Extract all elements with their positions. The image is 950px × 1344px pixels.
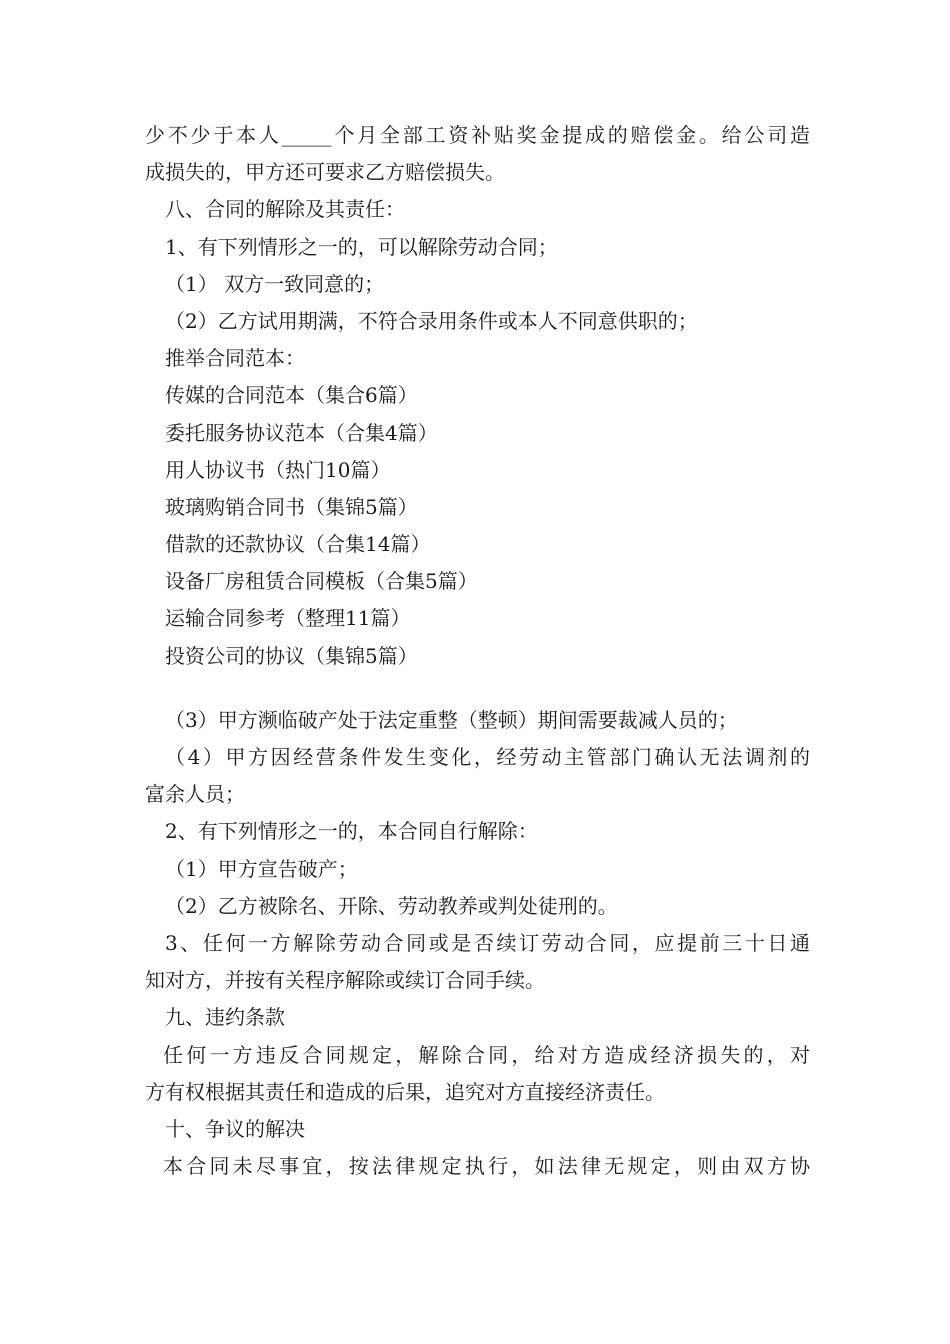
text-line: 用人协议书（热门10篇） (165, 457, 391, 482)
text-line: 投资公司的协议（集锦5篇） (165, 643, 418, 668)
text-line: （1） 双方一致同意的； (165, 271, 385, 296)
text-line: 知对方，并按有关程序解除或续订合同手续。 (145, 968, 545, 993)
text-line: 富余人员； (145, 782, 245, 807)
text-line: 成损失的，甲方还可要求乙方赔偿损失。 (145, 160, 505, 185)
text-line: （4）甲方因经营条件发生变化，经劳动主管部门确认无法调剂的 (165, 745, 810, 769)
text-line: 任何一方违反合同规定，解除合同，给对方造成经济损失的，对 (163, 1042, 810, 1067)
text-line: （2）乙方被除名、开除、劳动教养或判处徒刑的。 (165, 893, 618, 918)
text-line: 推举合同范本： (165, 346, 305, 371)
paragraph-gap (145, 675, 810, 702)
text-line: 本合同未尽事宜，按法律规定执行，如法律无规定，则由双方协 (163, 1154, 810, 1179)
text-line: 3、任何一方解除劳动合同或是否续订劳动合同，应提前三十日通 (165, 930, 810, 955)
text-line: 玻璃购销合同书（集锦5篇） (165, 494, 418, 519)
text-line: 九、违约条款 (165, 1005, 285, 1030)
text-line: 运输合同参考（整理11篇） (165, 606, 411, 631)
text-line: 设备厂房租赁合同模板（合集5篇） (165, 569, 478, 594)
text-line: 借款的还款协议（合集14篇） (165, 532, 431, 557)
text-line: 方有权根据其责任和造成的后果，追究对方直接经济责任。 (145, 1079, 665, 1104)
text-line: 1、有下列情形之一的，可以解除劳动合同； (165, 234, 558, 259)
text-line: 传媒的合同范本（集合6篇） (165, 383, 418, 408)
text-line: （2）乙方试用期满，不符合录用条件或本人不同意供职的； (165, 308, 698, 333)
text-line: 十、争议的解决 (165, 1116, 305, 1141)
text-line: 委托服务协议范本（合集4篇） (165, 420, 438, 445)
text-line: 八、合同的解除及其责任： (165, 197, 405, 222)
text-line: 少不少于本人_____个月全部工资补贴奖金提成的赔偿金。给公司造 (145, 123, 810, 147)
text-line: 2、有下列情形之一的，本合同自行解除： (165, 819, 538, 844)
text-line: （3）甲方濒临破产处于法定重整（整顿）期间需要裁减人员的； (165, 707, 738, 732)
document-body (145, 117, 810, 1185)
text-line: （1）甲方宣告破产； (165, 856, 358, 881)
